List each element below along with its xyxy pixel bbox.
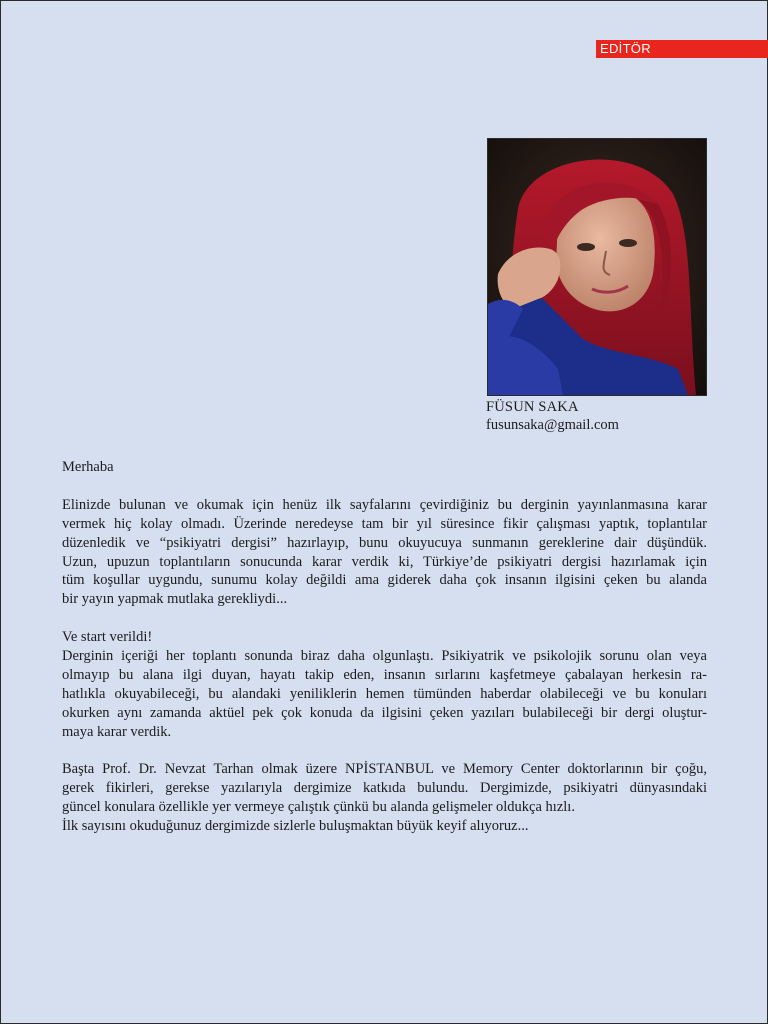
text-line: Elinizde bulunan ve okumak için henüz ilk sayfalarını çevirdiğiniz bu derginin yayınlanmasına karar <box>62 496 707 513</box>
section-tag: EDİTÖR <box>596 40 768 58</box>
text-line: güncel konulara özellikle yer vermeye çalıştık çünkü bu alanda gelişmeler oldukça hızlı. <box>62 799 575 816</box>
text-line: gerek fikirleri, gerekse yazılarıyla dergimize katkıda bulundu. Dergimizde, psikiyatri dünyasındaki <box>62 780 707 797</box>
author-email: fusunsaka@gmail.com <box>486 417 619 433</box>
letter-body <box>62 458 707 855</box>
greeting: Merhaba <box>62 459 114 475</box>
text-line: Başta Prof. Dr. Nevzat Tarhan olmak üzere NPİSTANBUL ve Memory Center doktorlarının bir çoğu, <box>62 761 707 778</box>
paragraph <box>62 628 707 741</box>
text-line: hatlıkla okuyabileceği, bu alandaki yeniliklerin hemen tümünden haberdar olabileceği ve bu konuları <box>62 685 707 702</box>
text-line: İlk sayısını okuduğunuz dergimizde sizlerle buluşmaktan büyük keyif alıyoruz... <box>62 818 529 835</box>
author-name: FÜSUN SAKA <box>486 399 579 415</box>
text-line: tüm koşullar uygundu, sunumu kolay değildi ama giderek daha çok insanın ilgisini çeken bu alanda <box>62 572 707 589</box>
text-line: Derginin içeriği her toplantı sonunda biraz daha olgunlaştı. Psikiyatrik ve psikolojik sorunu olan veya <box>62 648 707 665</box>
text-line: bir yayın yapmak mutlaka gerekliydi... <box>62 591 288 608</box>
text-line: Uzun, upuzun toplantıların sonucunda karar verdik ki, Türkiye’de psikiyatri dergisi hazırlamak için <box>62 553 707 570</box>
author-photo <box>487 138 707 396</box>
paragraph <box>62 760 707 836</box>
text-line: düzenledik ve “psikiyatri dergisi” hazırlayıp, bunu okuyucuya sunmanın gereklerine dair düşündük. <box>62 534 707 551</box>
text-line: Ve start verildi! <box>62 629 153 646</box>
text-line: vermek hiç kolay olmadı. Üzerinde neredeyse tam bir yıl süresince fikir çalışması yaptık, toplantılar <box>62 515 707 532</box>
text-line: okurken aynı zamanda aktüel pek çok konuda da ilgisini çeken yazıları bulabileceği bir dergi oluştur- <box>62 704 707 721</box>
text-line: maya karar verdik. <box>62 723 172 740</box>
text-line: olmayıp bu alana ilgi duyan, hayatı takip eden, insanın sırlarını kaşfetmeye çabalayan herkesin ra- <box>62 666 707 683</box>
paragraph <box>62 496 707 609</box>
